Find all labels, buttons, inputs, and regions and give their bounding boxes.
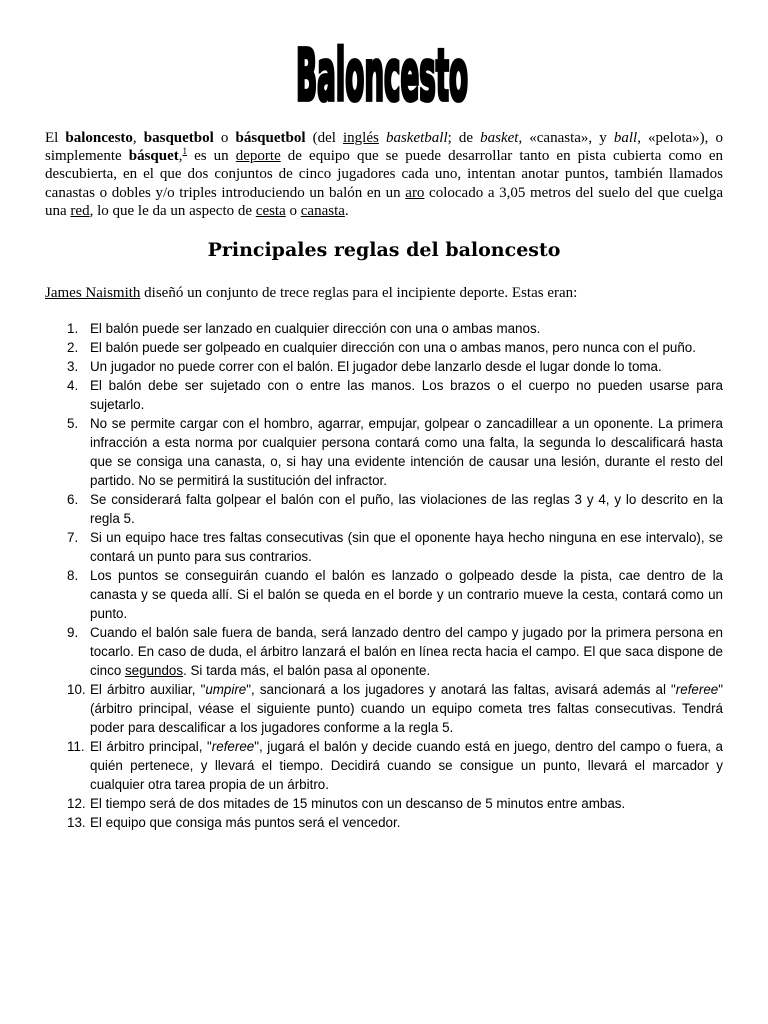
list-item: 8. Los puntos se conseguirán cuando el balón es lanzado o golpeado desde la pista, cae dentro de la canasta y se queda allí. Si el balón se queda en el borde y un contrario mueve la cesta, contará como un punto.	[67, 568, 723, 621]
list-item: 12. El tiempo será de dos mitades de 15 minutos con un descanso de 5 minutos entre ambas.	[67, 796, 626, 811]
link-ingles[interactable]: inglés	[343, 130, 379, 146]
term-ball: ball	[613, 130, 638, 146]
wordart-title-graphic	[292, 34, 472, 118]
list-item: 3. Un jugador no puede correr con el balón. El jugador debe lanzarlo desde el lugar donde lo toma.	[67, 359, 662, 374]
link-aro[interactable]: aro	[405, 184, 425, 201]
section-title: Principales reglas del baloncesto	[207, 239, 561, 261]
link-red[interactable]: red	[70, 202, 90, 219]
term-basquetbol: basquetbol	[143, 130, 214, 146]
list-item: 11. El árbitro principal, "referee", jugará el balón y decide cuando está en juego, dentro del campo o fuera, a quién pertenece, y llevará el tiempo. Decidirá cuando se consigue un punto, llevará el marcador y cualquier otra tarea propia de un árbitro.	[67, 739, 723, 792]
list-item: 7. Si un equipo hace tres faltas consecutivas (sin que el oponente haya hecho ninguna en ese intervalo), se contará un punto para sus contrarios.	[67, 530, 723, 564]
term-basketball: basketball	[385, 130, 448, 146]
list-item: 10. El árbitro auxiliar, "umpire", sancionará a los jugadores y anotará las faltas, avisará además al "referee" (árbitro principal, véase el siguiente punto) cuando un equipo cometa tres faltas consecutivas. Tendrá poder para descalificar a los jugadores conforme a la regla 5.	[67, 682, 723, 735]
link-canasta[interactable]: canasta	[300, 202, 345, 219]
footnote-link[interactable]: 1	[182, 146, 188, 157]
link-james-naismith[interactable]: James Naismith	[45, 285, 141, 301]
list-item: 2. El balón puede ser golpeado en cualquier dirección con una o ambas manos, pero nunca con el puño.	[67, 340, 696, 355]
term-baloncesto: baloncesto	[65, 130, 133, 146]
list-item: 6. Se considerará falta golpear el balón con el puño, las violaciones de las reglas 3 y 4, y lo descrito en la regla 5.	[67, 492, 723, 526]
link-deporte[interactable]: deporte	[235, 148, 281, 165]
rules-list	[45, 319, 723, 832]
term-basquet: básquet	[128, 148, 179, 165]
wordart-title-text: Baloncesto	[296, 34, 468, 118]
intro-paragraph: El baloncesto, basquetbol o básquetbol (del inglés basketball; de basket, «canasta», y ball, «pelota»), o simplemente básquet,$^1$ es un deporte de equipo que se puede desarrollar tanto en pista cubierta como en descubierta, en el que dos conjuntos de cinco jugadores cada uno, intentan anotar puntos, también llamados canastas o dobles y/o triples introduciendo un balón en un aro colocado a 3,05 metros del suelo del que cuelga una red, lo que le da un aspecto de cesta o canasta.	[45, 130, 724, 219]
list-item: 5. No se permite cargar con el hombro, agarrar, empujar, golpear o zancadillear a un oponente. La primera infracción a esta norma por cualquier persona contará como una falta, la segunda lo descalificará hasta que se consiga una canasta, o, si hay una evidente intención de causar una lesión, durante el resto del partido. No se permitirá la sustitución del infractor.	[67, 416, 723, 488]
lead-paragraph: James Naismith diseñó un conjunto de trece reglas para el incipiente deporte. Estas eran:	[45, 285, 578, 301]
list-item: 13. El equipo que consiga más puntos será el vencedor.	[67, 815, 401, 830]
list-item: 4. El balón debe ser sujetado con o entre las manos. Los brazos o el cuerpo no pueden usarse para sujetarlo.	[67, 378, 723, 412]
link-segundos[interactable]: segundos	[124, 663, 184, 678]
link-cesta[interactable]: cesta	[255, 202, 286, 219]
list-item: 1. El balón puede ser lanzado en cualquier dirección con una o ambas manos.	[67, 321, 541, 336]
term-basquetbol-accent: básquetbol	[235, 130, 306, 146]
list-item: 9. Cuando el balón sale fuera de banda, será lanzado dentro del campo y jugado por la primera persona en tocarlo. En caso de duda, el árbitro lanzará el balón en línea recta hacia el campo. El que saca dispone de cinco segundos. Si tarda más, el balón pasa al oponente.	[67, 625, 723, 678]
wordart-title	[292, 34, 472, 118]
term-basket: basket	[480, 130, 519, 146]
